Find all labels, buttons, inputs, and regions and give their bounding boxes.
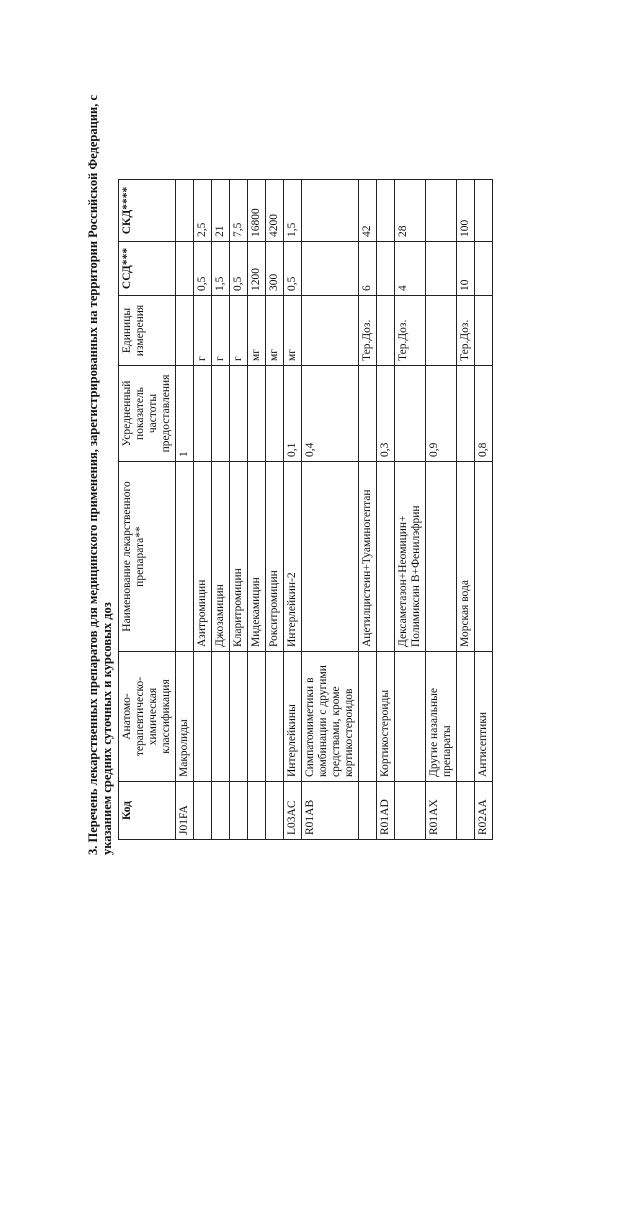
cell-atc [194, 652, 212, 782]
cell-freq [359, 366, 377, 462]
cell-ssd [302, 242, 359, 296]
cell-skd [475, 180, 493, 242]
cell-atc: Макролиды [176, 652, 194, 782]
cell-ssd: 0,5 [230, 242, 248, 296]
table-header-row [119, 180, 176, 840]
cell-skd: 2,5 [194, 180, 212, 242]
cell-ssd: 0,5 [194, 242, 212, 296]
cell-atc [230, 652, 248, 782]
table-row [475, 180, 493, 840]
cell-unit: Тер.Доз. [457, 296, 475, 366]
cell-atc [395, 652, 426, 782]
header-code: Код [119, 782, 176, 840]
cell-freq: 0,4 [302, 366, 359, 462]
table-row [212, 180, 230, 840]
cell-freq: 0,1 [284, 366, 302, 462]
header-drug: Наименование лекарственного препарата** [119, 462, 176, 652]
cell-ssd: 6 [359, 242, 377, 296]
cell-drug: Морская вода [457, 462, 475, 652]
cell-code [212, 782, 230, 840]
cell-skd [302, 180, 359, 242]
cell-ssd [377, 242, 395, 296]
cell-atc: Антисептики [475, 652, 493, 782]
cell-freq [266, 366, 284, 462]
drug-table [118, 179, 493, 840]
table-row [230, 180, 248, 840]
table-row [284, 180, 302, 840]
rotated-page-content [80, 60, 550, 860]
cell-code [266, 782, 284, 840]
cell-code: R01AB [302, 782, 359, 840]
cell-ssd: 4 [395, 242, 426, 296]
cell-code: R02AA [475, 782, 493, 840]
cell-unit: мг [266, 296, 284, 366]
cell-ssd: 1200 [248, 242, 266, 296]
cell-drug: Интерлейкин-2 [284, 462, 302, 652]
cell-unit [377, 296, 395, 366]
cell-freq: 0,8 [475, 366, 493, 462]
cell-skd [426, 180, 457, 242]
cell-drug [475, 462, 493, 652]
cell-atc [212, 652, 230, 782]
cell-unit: Тер.Доз. [395, 296, 426, 366]
table-body [176, 180, 493, 840]
cell-atc [266, 652, 284, 782]
cell-unit [426, 296, 457, 366]
cell-ssd: 1,5 [212, 242, 230, 296]
table-row [426, 180, 457, 840]
cell-drug: Азитромицин [194, 462, 212, 652]
cell-freq: 1 [176, 366, 194, 462]
table-row [248, 180, 266, 840]
cell-unit: г [194, 296, 212, 366]
cell-code: R01AD [377, 782, 395, 840]
cell-drug [302, 462, 359, 652]
cell-skd: 16800 [248, 180, 266, 242]
cell-drug: Джозамицин [212, 462, 230, 652]
cell-freq: 0,3 [377, 366, 395, 462]
cell-freq [230, 366, 248, 462]
table-row [457, 180, 475, 840]
cell-skd: 100 [457, 180, 475, 242]
cell-drug: Ацетилцистеин+Туаминогептан [359, 462, 377, 652]
table-row [266, 180, 284, 840]
cell-ssd [475, 242, 493, 296]
cell-ssd [176, 242, 194, 296]
cell-unit: мг [248, 296, 266, 366]
cell-skd [377, 180, 395, 242]
cell-ssd [426, 242, 457, 296]
cell-code [359, 782, 377, 840]
cell-freq: 0,9 [426, 366, 457, 462]
cell-drug [426, 462, 457, 652]
cell-drug: Дексаметазон+Неомицин+ Полимиксин В+Фенилэфрин [395, 462, 426, 652]
cell-code: J01FA [176, 782, 194, 840]
table-row [395, 180, 426, 840]
table-row [194, 180, 212, 840]
cell-drug [377, 462, 395, 652]
cell-freq [457, 366, 475, 462]
table-row [302, 180, 359, 840]
header-skd: СКД**** [119, 180, 176, 242]
cell-skd: 7,5 [230, 180, 248, 242]
cell-skd: 4200 [266, 180, 284, 242]
cell-unit: г [230, 296, 248, 366]
cell-code [230, 782, 248, 840]
cell-code [395, 782, 426, 840]
table-row [176, 180, 194, 840]
cell-code [248, 782, 266, 840]
cell-drug [176, 462, 194, 652]
cell-unit: г [212, 296, 230, 366]
cell-atc: Симпатомиметики в комбинации с другими средствами, кроме кортикостероидов [302, 652, 359, 782]
cell-freq [248, 366, 266, 462]
cell-atc [359, 652, 377, 782]
cell-atc [457, 652, 475, 782]
cell-atc: Интерлейкины [284, 652, 302, 782]
cell-atc: Кортикостероиды [377, 652, 395, 782]
cell-skd: 28 [395, 180, 426, 242]
header-ssd: ССД*** [119, 242, 176, 296]
table-row [377, 180, 395, 840]
header-unit: Единицы измерения [119, 296, 176, 366]
cell-drug: Рокситромицин [266, 462, 284, 652]
cell-atc [248, 652, 266, 782]
cell-unit [302, 296, 359, 366]
cell-atc: Другие назальные препараты [426, 652, 457, 782]
cell-unit [475, 296, 493, 366]
cell-unit: Тер.Доз. [359, 296, 377, 366]
cell-code: R01AX [426, 782, 457, 840]
header-atc: Анатомо-терапевтическо-химическая классификация [119, 652, 176, 782]
header-frequency: Усредненный показатель частоты предоставления [119, 366, 176, 462]
cell-code [194, 782, 212, 840]
table-row [359, 180, 377, 840]
cell-freq [212, 366, 230, 462]
cell-ssd: 10 [457, 242, 475, 296]
cell-skd: 21 [212, 180, 230, 242]
cell-skd [176, 180, 194, 242]
cell-ssd: 300 [266, 242, 284, 296]
cell-code [457, 782, 475, 840]
cell-skd: 42 [359, 180, 377, 242]
cell-unit [176, 296, 194, 366]
cell-skd: 1,5 [284, 180, 302, 242]
cell-freq [395, 366, 426, 462]
cell-drug: Кларитромицин [230, 462, 248, 652]
cell-drug: Мидекамицин [248, 462, 266, 652]
cell-unit: мг [284, 296, 302, 366]
section-heading: 3. Перечень лекарственных препаратов для медицинского применения, зарегистрированных на территории Российской Федерации, с указанием средних суточных и курсовых доз [86, 94, 114, 855]
cell-ssd: 0,5 [284, 242, 302, 296]
cell-code: L03AC [284, 782, 302, 840]
cell-freq [194, 366, 212, 462]
